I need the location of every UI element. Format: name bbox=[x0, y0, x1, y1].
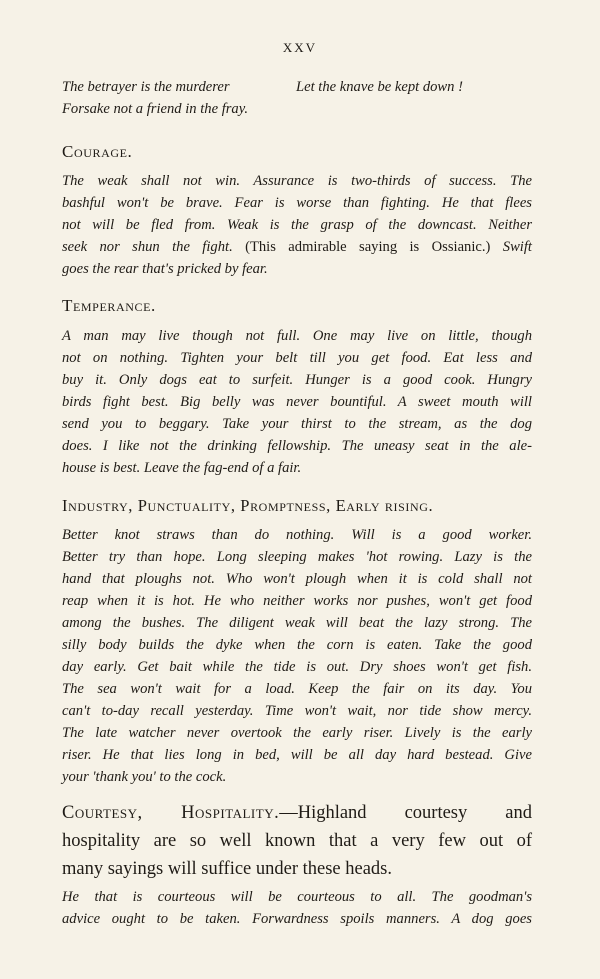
temperance-line-1: A man may live though not full. One may live on little, though bbox=[62, 328, 532, 344]
courtesy-line-1 bbox=[62, 800, 532, 826]
temperance-line-5: send you to beggary. Take your thirst to the stream, as the dog bbox=[62, 416, 532, 432]
temperance-line-3: buy it. Only dogs eat to surfeit. Hunger is a good cook. Hungry bbox=[62, 372, 532, 388]
page-number: XXV bbox=[282, 40, 318, 55]
intro-line-right: Let the knave be kept down ! bbox=[296, 79, 463, 95]
industry-line-6: silly body builds the dyke when the corn is eaten. Take the good bbox=[62, 637, 532, 653]
section-heading-courtesy: Courtesy, Hospitality. bbox=[62, 803, 280, 823]
industry-line-9: can't to-day recall yesterday. Time won't wait, nor tide show mercy. bbox=[62, 703, 532, 719]
industry-line-1: Better knot straws than do nothing. Will is a good worker. bbox=[62, 527, 532, 543]
courage-line-4-italic: seek nor shun the fight. bbox=[62, 239, 233, 255]
temperance-line-2: not on nothing. Tighten your belt till you get food. Eat less and bbox=[62, 350, 532, 366]
temperance-line-4: birds fight best. Big belly was never bountiful. A sweet mouth will bbox=[62, 394, 532, 410]
courage-line-4 bbox=[62, 236, 532, 258]
industry-line-12: your 'thank you' to the cock. bbox=[62, 769, 227, 785]
courtesy-heading-rest: —Highland courtesy and bbox=[279, 803, 532, 823]
courage-line-3: not will be fled from. Weak is the grasp of the downcast. Neither bbox=[62, 217, 532, 233]
industry-line-3: hand that ploughs not. Who won't plough when it is cold shall not bbox=[62, 571, 532, 587]
courage-line-5: goes the rear that's pricked by fear. bbox=[62, 261, 268, 277]
section-heading-courage: Courage. bbox=[62, 142, 133, 161]
courage-line-1: The weak shall not win. Assurance is two-thirds of success. The bbox=[62, 173, 532, 189]
courtesy-line-2: hospitality are so well known that a very few out of bbox=[62, 831, 532, 851]
section-heading-industry: Industry, Punctuality, Promptness, Early rising. bbox=[62, 496, 434, 515]
courtesy-line-3: many sayings will suffice under these heads. bbox=[62, 859, 393, 879]
section-heading-temperance: Temperance. bbox=[62, 296, 156, 315]
industry-line-11: riser. He that lies long in bed, will be all day hard bestead. Give bbox=[62, 747, 532, 763]
industry-line-8: The sea won't wait for a load. Keep the fair on its day. You bbox=[62, 681, 532, 697]
intro-line-left: The betrayer is the murderer bbox=[62, 79, 230, 95]
industry-line-2: Better try than hope. Long sleeping makes 'hot rowing. Lazy is the bbox=[62, 549, 532, 565]
courtesy-italic-line-2: advice ought to be taken. Forwardness spoils manners. A dog goes bbox=[62, 911, 532, 927]
industry-line-10: The late watcher never overtook the early riser. Lively is the early bbox=[62, 725, 532, 741]
industry-line-7: day early. Get bait while the tide is out. Dry shoes won't get fish. bbox=[62, 659, 532, 675]
temperance-line-7: house is best. Leave the fag-end of a fair. bbox=[62, 460, 302, 476]
temperance-line-6: does. I like not the drinking fellowship. The uneasy seat in the ale- bbox=[62, 438, 532, 454]
courage-line-4-italic-end: Swift bbox=[502, 239, 532, 255]
industry-line-5: among the bushes. The diligent weak will beat the lazy strong. The bbox=[62, 615, 532, 631]
courtesy-italic-line-1: He that is courteous will be courteous to all. The goodman's bbox=[62, 889, 532, 905]
industry-line-4: reap when it is hot. He who neither works nor pushes, won't get food bbox=[62, 593, 532, 609]
intro-line-2: Forsake not a friend in the fray. bbox=[62, 101, 249, 117]
courage-line-2: bashful won't be brave. Fear is worse than fighting. He that flees bbox=[62, 195, 532, 211]
courage-line-4-roman: (This admirable saying is Ossianic.) bbox=[245, 239, 491, 255]
